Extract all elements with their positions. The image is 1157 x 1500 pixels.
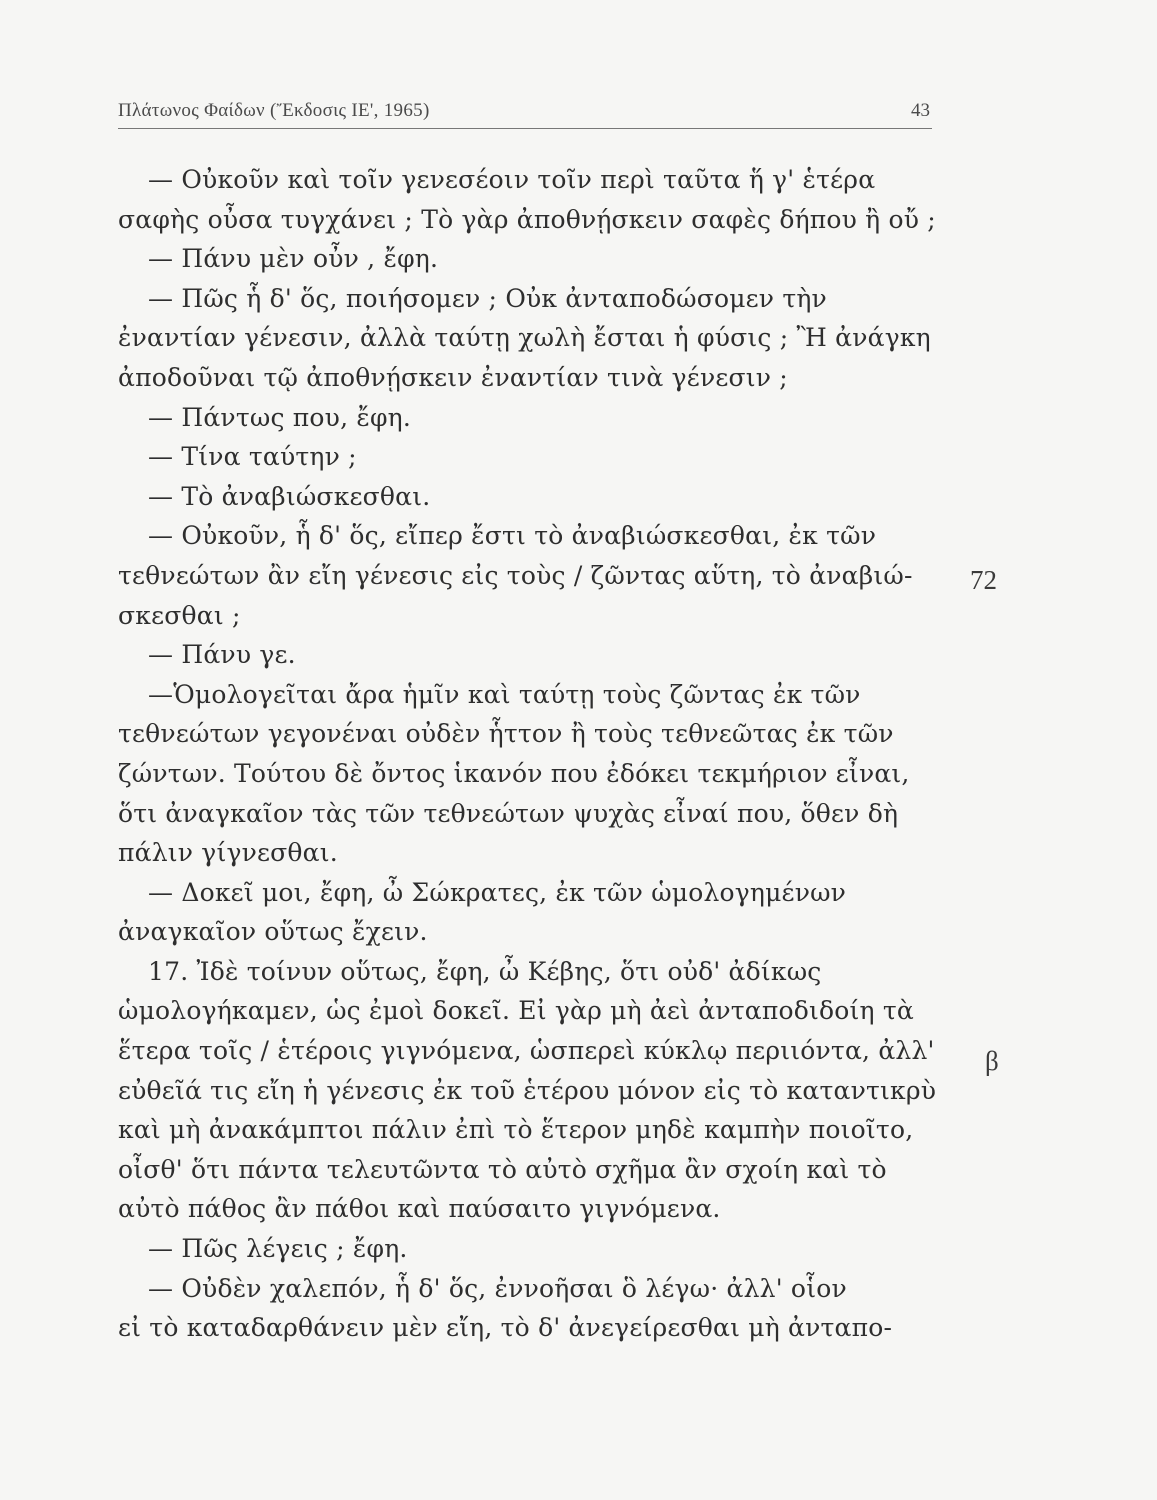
text-line: ἀποδοῦναι τῷ ἀποθνῄσκειν ἐναντίαν τινὰ γένεσιν ;: [118, 362, 788, 392]
text-line: ἀναγκαῖον οὕτως ἔχειν.: [118, 917, 428, 947]
text-body: [118, 160, 948, 1348]
text-line: — Οὐκοῦν καὶ τοῖν γενεσέοιν τοῖν περὶ ταῦτα ἥ γ' ἑτέρα: [148, 165, 876, 194]
page-number: 43: [911, 100, 930, 121]
running-header: [118, 100, 930, 130]
text-line: εἰ τὸ καταδαρθάνειν μὲν εἴη, τὸ δ' ἀνεγείρεσθαι μὴ ἀνταπο-: [118, 1313, 893, 1343]
text-line: — Τίνα ταύτην ;: [148, 442, 357, 472]
text-line: — Πάντως που, ἔφη.: [148, 402, 412, 432]
text-line: τεθνεώτων γεγονέναι οὐδὲν ἧττον ἢ τοὺς τεθνεῶτας ἐκ τῶν: [118, 719, 894, 749]
text-line: — Πάνυ μὲν οὖν , ἔφη.: [148, 244, 439, 274]
text-line: εὐθεῖά τις εἴη ἡ γένεσις ἐκ τοῦ ἑτέρου μόνον εἰς τὸ καταντικρὺ: [118, 1075, 937, 1105]
text-line: τεθνεώτων ἂν εἴη γένεσις εἰς τοὺς / ζῶντας αὕτη, τὸ ἀναβιώ-: [118, 560, 913, 590]
text-line: οἶσθ' ὅτι πάντα τελευτῶντα τὸ αὐτὸ σχῆμα ἂν σχοίη καὶ τὸ: [118, 1154, 887, 1184]
text-line: αὐτὸ πάθος ἂν πάθοι καὶ παύσαιτο γιγνόμενα.: [118, 1194, 721, 1224]
text-line: — Οὐκοῦν, ἧ δ' ὅς, εἴπερ ἔστι τὸ ἀναβιώσκεσθαι, ἐκ τῶν: [148, 521, 877, 551]
text-line: ὅτι ἀναγκαῖον τὰς τῶν τεθνεώτων ψυχὰς εἶναί που, ὅθεν δὴ: [118, 798, 899, 828]
margin-section-marker: β: [985, 1046, 999, 1076]
text-line: — Πῶς λέγεις ; ἔφη.: [148, 1234, 408, 1264]
text-line: — Πῶς ἧ δ' ὅς, ποιήσομεν ; Οὐκ ἀνταποδώσομεν τὴν: [148, 283, 827, 313]
text-line: πάλιν γίγνεσθαι.: [118, 838, 338, 868]
text-line: 17. Ἰδὲ τοίνυν οὕτως, ἔφη, ὦ Κέβης, ὅτι οὐδ' ἀδίκως: [148, 956, 822, 986]
running-title: Πλάτωνος Φαίδων (Ἔκδοσις ΙΕ', 1965): [118, 100, 430, 121]
text-line: ἕτερα τοῖς / ἑτέροις γιγνόμενα, ὡσπερεὶ κύκλῳ περιιόντα, ἀλλ': [118, 1036, 935, 1066]
text-line: ζώντων. Τούτου δὲ ὄντος ἱκανόν που ἐδόκει τεκμήριον εἶναι,: [118, 758, 910, 788]
text-line: ἐναντίαν γένεσιν, ἀλλὰ ταύτῃ χωλὴ ἔσται ἡ φύσις ; Ἢ ἀνάγκη: [118, 323, 931, 353]
text-line: — Τὸ ἀναβιώσκεσθαι.: [148, 481, 431, 511]
text-line: — Πάνυ γε.: [148, 640, 296, 670]
text-line: — Δοκεῖ μοι, ἔφη, ὦ Σώκρατες, ἐκ τῶν ὡμολογημένων: [148, 877, 847, 907]
text-line: σκεσθαι ;: [118, 600, 241, 630]
text-line: καὶ μὴ ἀνακάμπτοι πάλιν ἐπὶ τὸ ἕτερον μηδὲ καμπὴν ποιοῖτο,: [118, 1115, 914, 1145]
text-line: —Ὁμολογεῖται ἄρα ἡμῖν καὶ ταύτῃ τοὺς ζῶντας ἐκ τῶν: [148, 679, 861, 709]
header-rule: [118, 128, 932, 129]
text-line: — Οὐδὲν χαλεπόν, ἧ δ' ὅς, ἐννοῆσαι ὃ λέγω· ἀλλ' οἷον: [148, 1273, 847, 1303]
margin-page-marker: 72: [970, 565, 997, 595]
text-line: ὡμολογήκαμεν, ὡς ἐμοὶ δοκεῖ. Εἰ γὰρ μὴ ἀεὶ ἀνταποδιδοίη τὰ: [118, 996, 914, 1026]
text-line: σαφὴς οὖσα τυγχάνει ; Τὸ γὰρ ἀποθνῄσκειν σαφὲς δήπου ἢ οὔ ;: [118, 204, 936, 234]
